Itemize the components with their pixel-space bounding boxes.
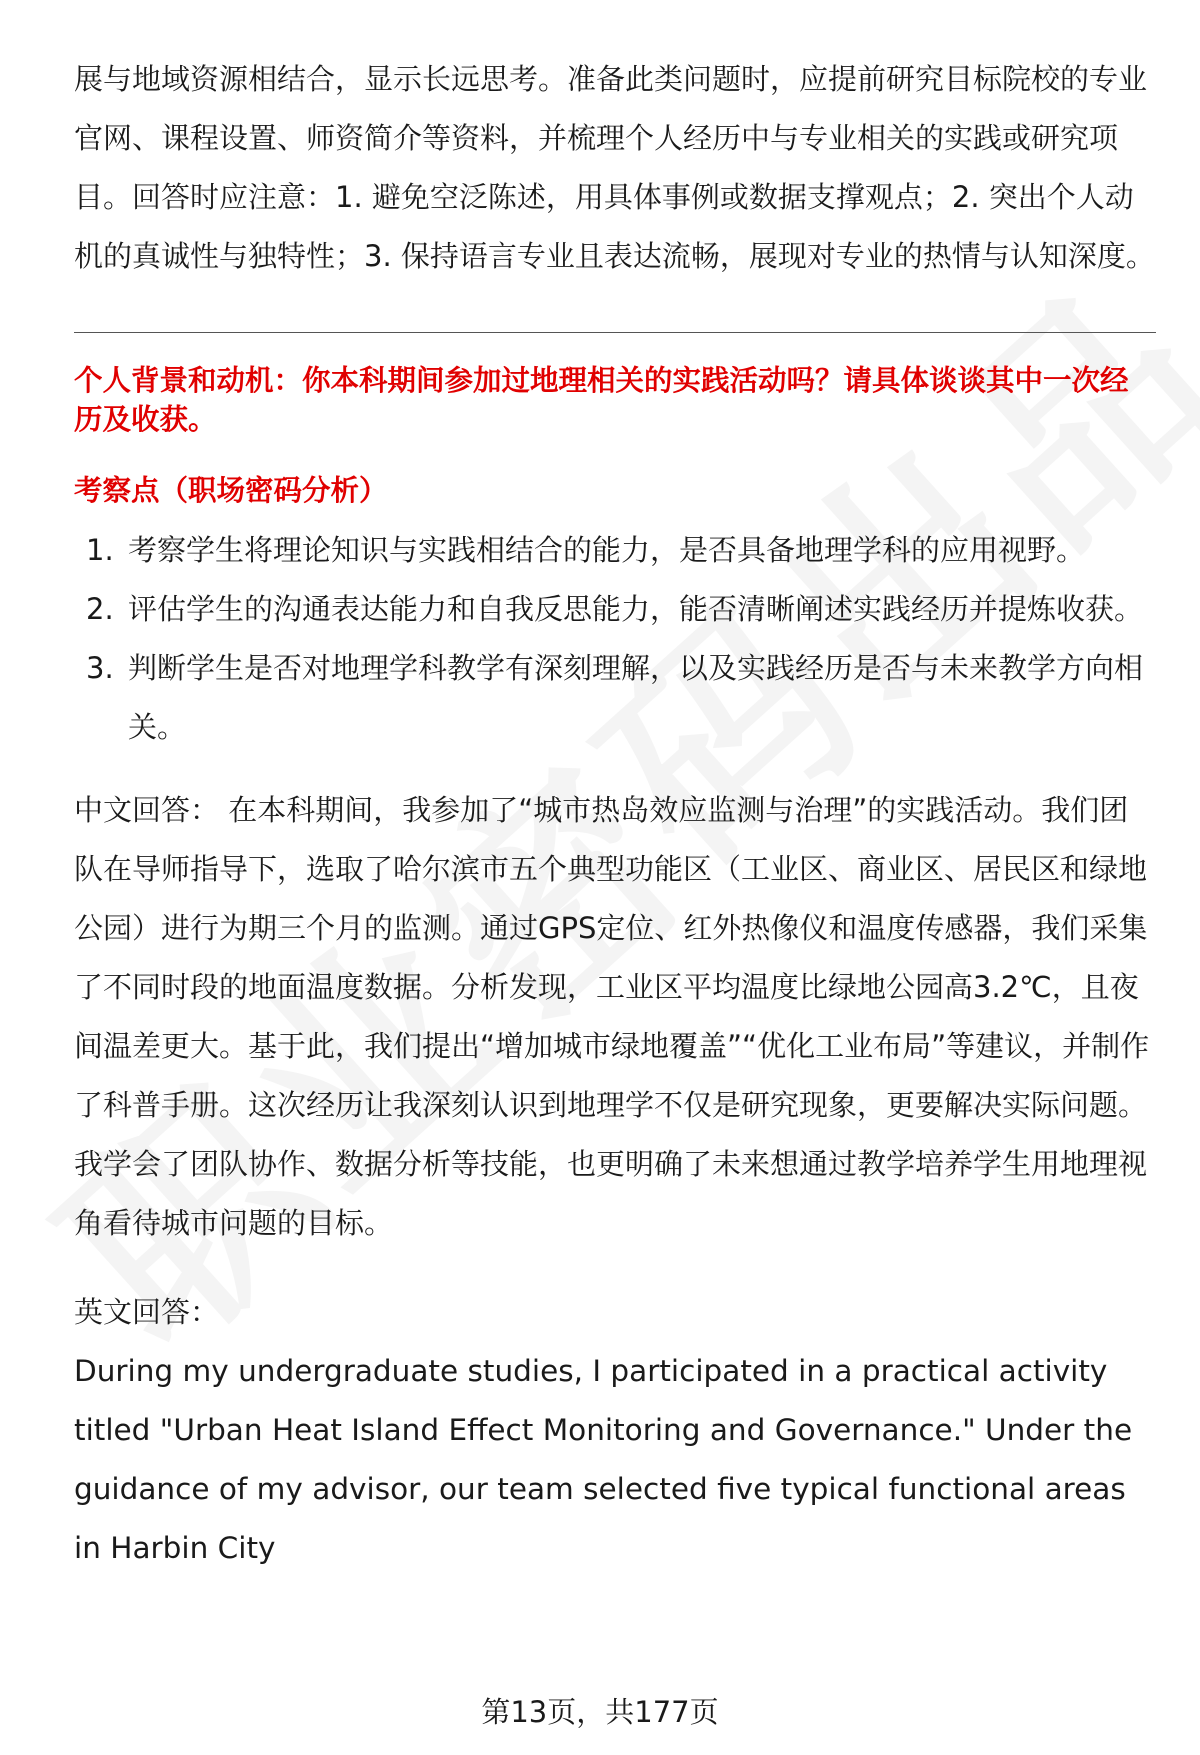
document-page: [74, 50, 1156, 1578]
list-text: 判断学生是否对地理学科教学有深刻理解，以及实践经历是否与未来教学方向相关。: [128, 651, 1144, 744]
chinese-answer: 中文回答： 在本科期间，我参加了“城市热岛效应监测与治理”的实践活动。我们团队在导师指导下，选取了哈尔滨市五个典型功能区（工业区、商业区、居民区和绿地公园）进行为期三个月的监测。通过GPS定位、红外热像仪和温度传感器，我们采集了不同时段的地面温度数据。分析发现，工业区平均温度比绿地公园高3.2℃，且夜间温差更大。基于此，我们提出“增加城市绿地覆盖”“优化工业布局”等建议，并制作了科普手册。这次经历让我深刻认识到地理学不仅是研究现象，更要解决实际问题。我学会了团队协作、数据分析等技能，也更明确了未来想通过教学培养学生用地理视角看待城市问题的目标。: [74, 793, 1150, 1240]
question-heading: 个人背景和动机：你本科期间参加过地理相关的实践活动吗？请具体谈谈其中一次经历及收获。: [74, 364, 1129, 436]
english-answer-label: 英文回答：: [74, 1295, 220, 1329]
list-item: [74, 521, 1156, 580]
intro-paragraph: 展与地域资源相结合，显示长远思考。准备此类问题时，应提前研究目标院校的专业官网、课程设置、师资简介等资料，并梳理个人经历中与专业相关的实践或研究项目。回答时应注意：1. 避免空泛陈述，用具体事例或数据支撑观点；2. 突出个人动机的真诚性与独特性；3. 保持语言专业且表达流畅，展现对专业的热情与认知深度。: [74, 62, 1155, 273]
assessment-list: [74, 521, 1156, 757]
list-number: 2.: [86, 592, 114, 626]
section-divider: [74, 332, 1156, 333]
list-item: [74, 639, 1156, 757]
list-text: 考察学生将理论知识与实践相结合的能力，是否具备地理学科的应用视野。: [128, 533, 1086, 567]
list-number: 1.: [86, 533, 114, 567]
assessment-heading: 考察点（职场密码分析）: [74, 474, 388, 507]
list-number: 3.: [86, 651, 114, 685]
page-footer: 第13页，共177页: [481, 1695, 719, 1729]
english-answer: During my undergraduate studies, I participated in a practical activity titled "Urban Heat Island Effect Monitoring and Governance." Under the guidance of my advisor, our team selected five typical functional areas in Harbin City: [74, 1354, 1133, 1565]
list-text: 评估学生的沟通表达能力和自我反思能力，能否清晰阐述实践经历并提炼收获。: [128, 592, 1144, 626]
list-item: [74, 580, 1156, 639]
